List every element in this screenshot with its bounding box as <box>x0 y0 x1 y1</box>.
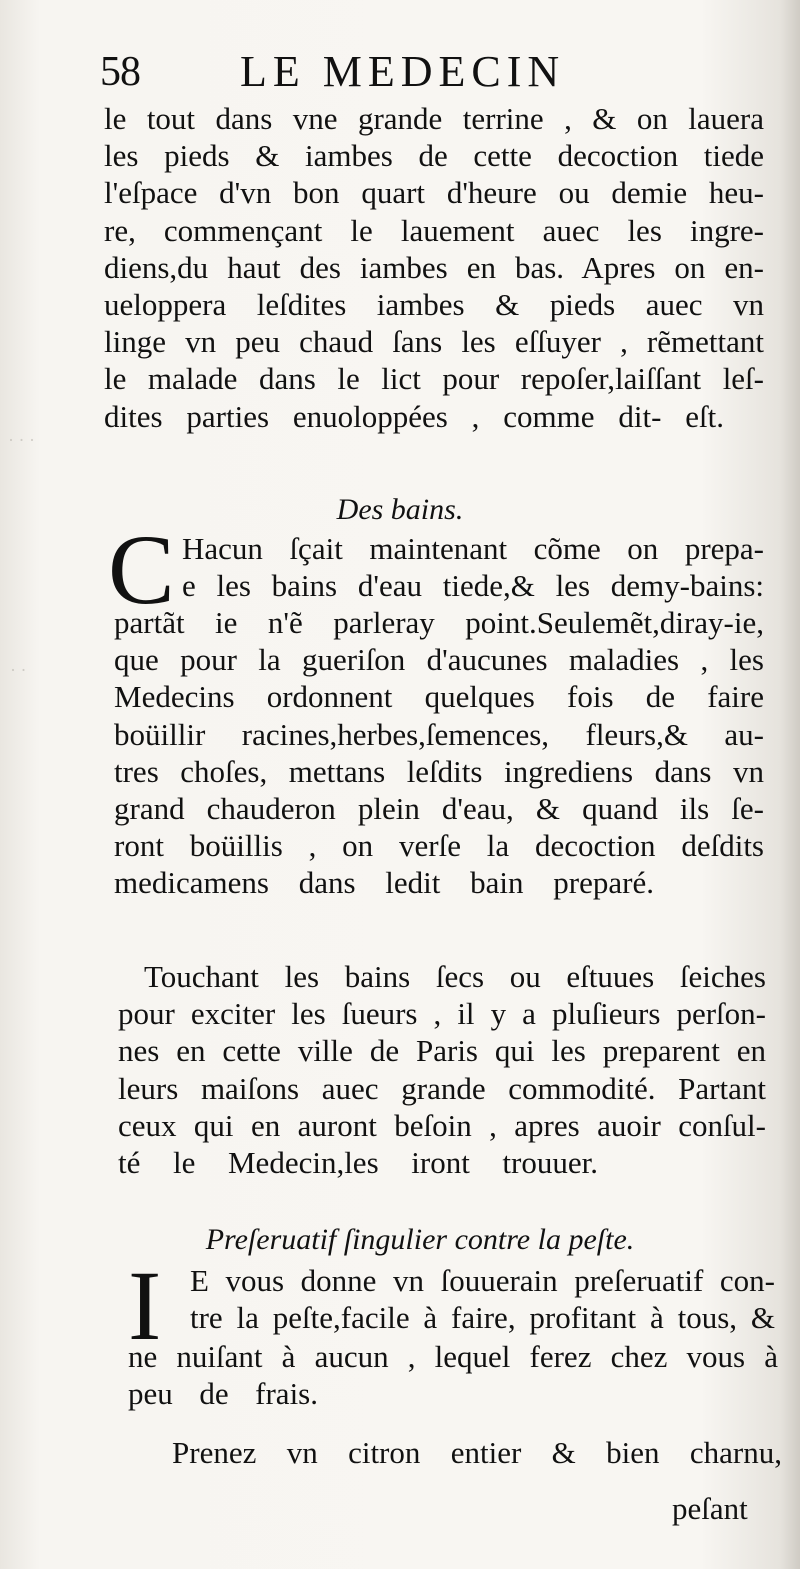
text-line: ront boüillis , on verſe la decoction deſdits <box>114 828 764 864</box>
text-line: ceux qui en auront beſoin , apres auoir conſul- <box>118 1107 766 1143</box>
text-line: nes en cette ville de Paris qui les preparent en <box>118 1033 766 1069</box>
section-heading: Des bains. <box>336 493 464 526</box>
text-line: le malade dans le lict pour repoſer,laiſſant leſ- <box>104 361 764 397</box>
page-number: 58 <box>100 49 140 95</box>
text-line: medicamens dans ledit bain preparé. <box>114 865 654 901</box>
text-line: grand chauderon plein d'eau, & quand ils ſe- <box>114 791 764 827</box>
text-line: E vous donne vn ſouuerain preſeruatif con- <box>190 1263 775 1298</box>
paragraph-3 <box>118 958 766 1181</box>
bleed-through-mark: · · <box>10 660 27 680</box>
text-line: ueloppera leſdites iambes & pieds auec vn <box>104 287 764 323</box>
paragraph-2 <box>114 604 764 902</box>
text-line: linge vn peu chaud ſans les eſſuyer , rẽmettant <box>104 324 764 360</box>
paragraph-2-capline <box>182 530 764 604</box>
text-line: peu de frais. <box>128 1376 318 1412</box>
text-line: le tout dans vne grande terrine , & on lauera <box>104 101 764 136</box>
section-heading: Preſeruatif ſingulier contre la peſte. <box>205 1223 635 1256</box>
text-line: tres choſes, mettans leſdits ingrediens dans vn <box>114 753 764 789</box>
bleed-through-mark: · · · <box>8 430 35 450</box>
paragraph-4 <box>128 1338 778 1412</box>
text-line: Prenez vn citron entier & bien charnu, <box>172 1435 782 1470</box>
text-line: tre la peſte,facile à faire, profitant à tous, & <box>190 1300 775 1336</box>
text-line: que pour la gueriſon d'aucunes maladies , les <box>114 642 764 678</box>
text-line: diens,du haut des iambes en bas. Apres on en- <box>104 249 764 285</box>
text-line: Medecins ordonnent quelques fois de faire <box>114 679 764 715</box>
text-line: té le Medecin,les iront trouuer. <box>118 1145 598 1181</box>
text-line: Hacun ſçait maintenant cõme on prepa- <box>182 531 764 566</box>
catchword: peſant <box>672 1491 748 1526</box>
text-line: boüillir racines,herbes,ſemences, fleurs,& au- <box>114 716 764 752</box>
drop-cap: C <box>108 514 175 625</box>
text-line: ne nuiſant à aucun , lequel ferez chez vous à <box>128 1339 778 1374</box>
text-line: re, commençant le lauement auec les ingre- <box>104 212 764 248</box>
text-line: dites parties enuoloppées , comme dit- eſt. <box>104 398 724 434</box>
page-header <box>100 40 660 100</box>
text-line: Touchant les bains ſecs ou eſtuues ſeiches <box>144 959 766 994</box>
text-line: pour exciter les ſueurs , il y a pluſieurs perſon- <box>118 996 766 1032</box>
paragraph-1 <box>104 100 764 435</box>
text-line: leurs maiſons auec grande commodité. Partant <box>118 1070 766 1106</box>
running-title: LE MEDECIN <box>240 47 566 96</box>
text-line: l'eſpace d'vn bon quart d'heure ou demie heu- <box>104 175 764 211</box>
paragraph-4-capline <box>190 1262 775 1336</box>
paragraph-5 <box>172 1434 782 1471</box>
drop-cap: I <box>128 1250 162 1361</box>
text-line: partãt ie n'ẽ parleray point.Seulemẽt,diray-ie, <box>114 605 764 640</box>
text-line: e les bains d'eau tiede,& les demy-bains: <box>182 568 764 604</box>
text-line: les pieds & iambes de cette decoction tiede <box>104 138 764 174</box>
